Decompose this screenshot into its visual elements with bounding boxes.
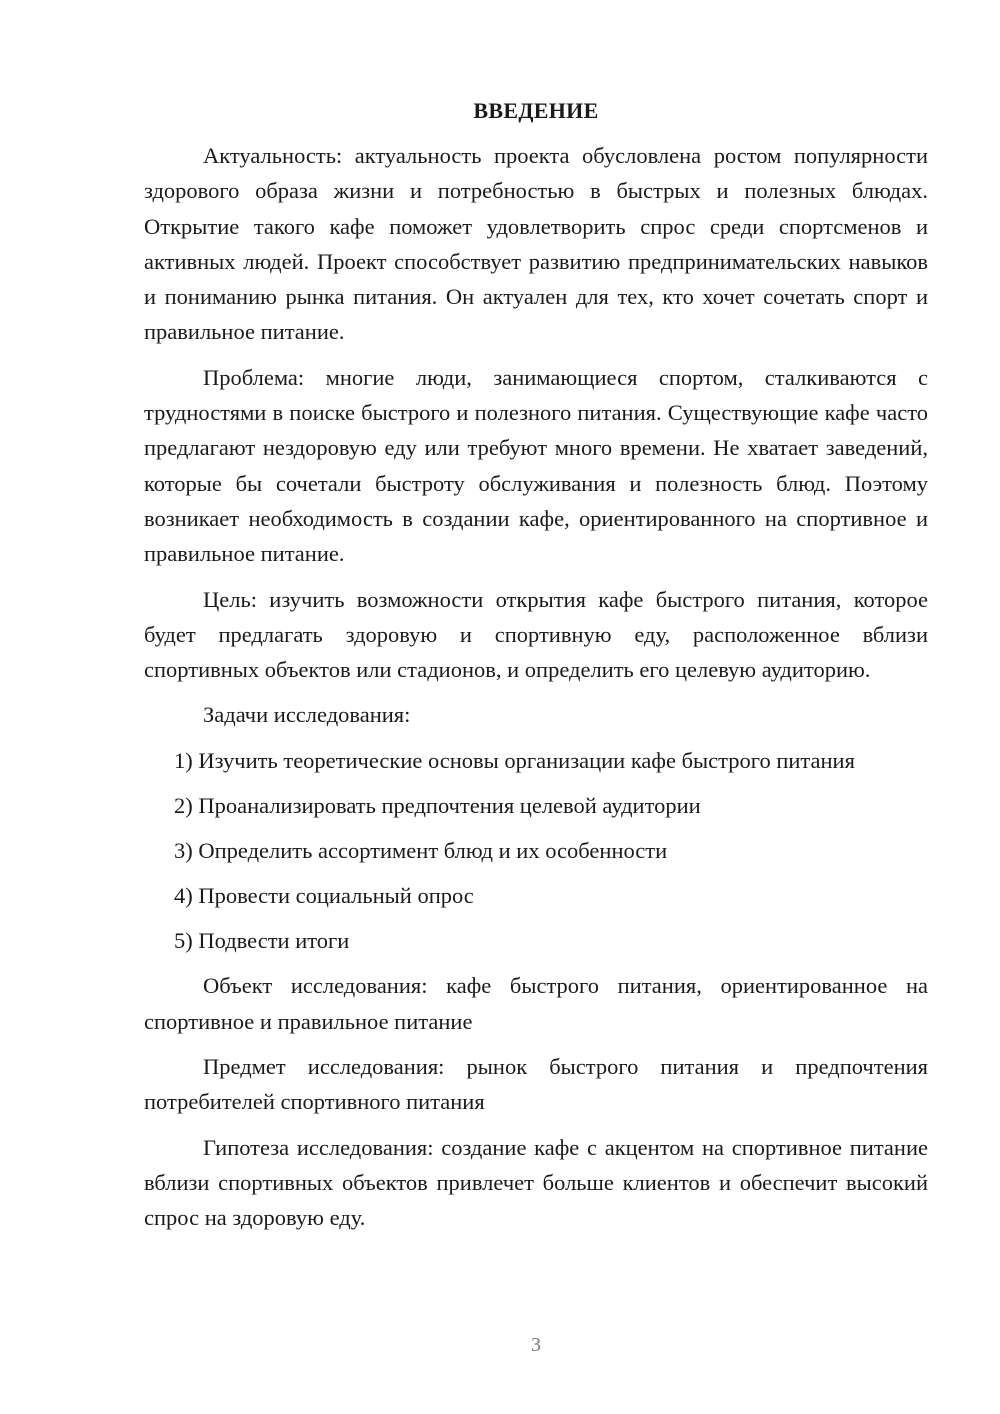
tasks-heading: Задачи исследования: <box>203 702 411 728</box>
list-item: 5) Подвести итоги <box>174 928 350 954</box>
list-item: 1) Изучить теоретические основы организации кафе быстрого питания <box>174 747 855 773</box>
section-title: ВВЕДЕНИЕ <box>473 98 599 123</box>
goal-paragraph: Цель: изучить возможности открытия кафе быстрого питания, которое будет предлагать здоровую и спортивную еду, расположенное вблизи спортивных объектов или стадионов, и определить его целевую аудиторию. <box>144 586 928 683</box>
list-item: 4) Провести социальный опрос <box>174 883 474 909</box>
page-number: 3 <box>531 1334 541 1356</box>
relevance-paragraph: Актуальность: актуальность проекта обусловлена ростом популярности здорового образа жизни и потребностью в быстрых и полезных блюдах. Открытие такого кафе поможет удовлетворить спрос среди спортсменов и активных людей. Проект способствует развитию предпринимательских навыков и пониманию рынка питания. Он актуален для тех, кто хочет сочетать спорт и правильное питание. <box>144 143 928 345</box>
hypothesis-paragraph: Гипотеза исследования: создание кафе с акцентом на спортивное питание вблизи спортивных объектов привлечет больше клиентов и обеспечит высокий спрос на здоровую еду. <box>144 1134 928 1231</box>
document-body <box>144 96 928 1246</box>
list-item: 3) Определить ассортимент блюд и их особенности <box>174 837 668 863</box>
problem-paragraph: Проблема: многие люди, занимающиеся спортом, сталкиваются с трудностями в поиске быстрого и полезного питания. Существующие кафе часто предлагают нездоровую еду или требуют много времени. Не хватает заведений, которые бы сочетали быстроту обслуживания и полезность блюд. Поэтому возникает необходимость в создании кафе, ориентированного на спортивное и правильное питание. <box>144 364 928 567</box>
object-paragraph: Объект исследования: кафе быстрого питания, ориентированное на спортивное и правильное питание <box>144 973 928 1034</box>
subject-paragraph: Предмет исследования: рынок быстрого питания и предпочтения потребителей спортивного питания <box>144 1054 928 1115</box>
tasks-list <box>144 743 928 959</box>
list-item: 2) Проанализировать предпочтения целевой аудитории <box>174 792 701 818</box>
